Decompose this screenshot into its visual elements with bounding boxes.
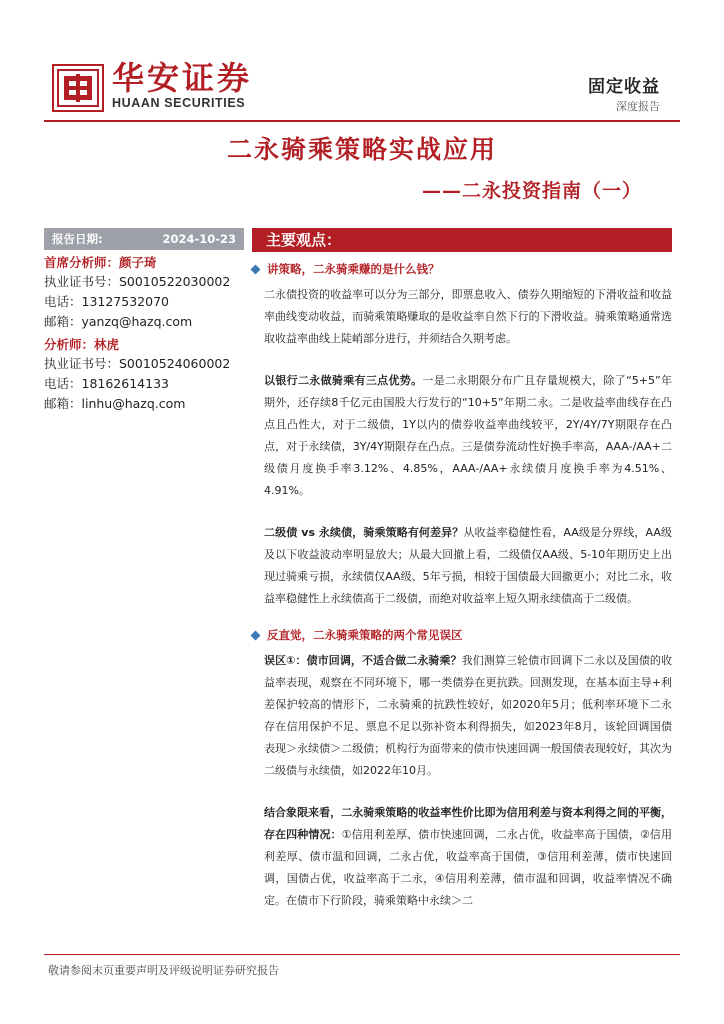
paragraph-body: 一是二永期限分布广且存量规模大，除了“5+5”年期外，还存续8千亿元由国股大行发行的“10+5”年期二永。二是收益率曲线存在凸点且凸性大，对于二级债，1Y以内的债券收益率曲线较平，2Y/4Y/7Y期限存在凸点，对于永续债，3Y/4Y期限存在凸点。三是债券流动性好换手率高，AAA-/AA+二级债月度换手率3.12%、4.85%，AAA-/AA+永续债月度换手率为4.51%、4.91%。 xyxy=(264,374,672,497)
brand-name-en: HUAAN SECURITIES xyxy=(112,96,246,110)
analyst-email[interactable]: 邮箱：linhu@hazq.com xyxy=(44,396,186,411)
report-date-value: 2024-10-23 xyxy=(162,232,236,246)
paragraph-body: 从收益率稳健性看，AA级是分界线，AA级及以下收益波动率明显放大；从最大回撤上看，二级债仅AA级、5-10年期历史上出现过骑乘亏损，永续债仅AA级、5年亏损，相较于国债最大回撤更小；对比二永，收益率稳健性上永续债高于二级债，而绝对收益率上短久期永续债高于二级债。 xyxy=(264,526,672,605)
analyst-phone: 电话：18162614133 xyxy=(44,376,169,391)
report-title: 二永骑乘策略实战应用 xyxy=(226,135,497,164)
bullet-heading-text: 反直觉，二永骑乘策略的两个常见误区 xyxy=(267,628,463,642)
header-divider xyxy=(44,120,680,122)
bullet-heading xyxy=(252,260,672,278)
diamond-bullet-icon xyxy=(251,264,261,274)
analyst-cert: 执业证书号：S0010524060002 xyxy=(44,356,231,371)
analyst-sidebar xyxy=(44,228,244,414)
paragraph-lead: 结合象限来看，二永骑乘策略的收益率性价比即为信用利差与资本利得之间的平衡，存在四种情况： xyxy=(264,806,672,841)
paragraph: 二永债投资的收益率可以分为三部分，即票息收入、债券久期缩短的下滑收益和收益率曲线变动收益，而骑乘策略赚取的是收益率自然下行的下滑收益。骑乘策略通常选取收益率曲线上陡峭部分进行，并须结合久期考虑。 xyxy=(264,288,672,345)
report-date-label: 报告日期: xyxy=(52,232,103,246)
chief-analyst-email[interactable]: 邮箱：yanzq@hazq.com xyxy=(44,314,193,329)
main-content xyxy=(252,228,672,912)
bullet-heading xyxy=(252,626,672,644)
diamond-bullet-icon xyxy=(251,630,261,640)
report-category: 固定收益 xyxy=(588,77,660,97)
chief-analyst-phone: 电话：13127532070 xyxy=(44,294,169,309)
report-type: 深度报告 xyxy=(616,100,660,113)
bullet-heading-text: 讲策略，二永骑乘赚的是什么钱？ xyxy=(267,262,440,276)
section-title-bar: 主要观点： xyxy=(252,228,672,252)
brand-name-cn: 华安证券 xyxy=(112,59,253,97)
paragraph xyxy=(252,370,672,502)
report-subtitle: ——二永投资指南（一） xyxy=(421,180,642,202)
paragraph xyxy=(252,650,672,782)
analyst-name: 分析师：林虎 xyxy=(44,337,120,352)
paragraph-lead: 二级债 vs 永续债，骑乘策略有何差异？ xyxy=(264,526,464,539)
huaan-logo-icon xyxy=(52,64,104,112)
chief-analyst-cert: 执业证书号：S0010522030002 xyxy=(44,274,231,289)
report-date-bar xyxy=(44,228,244,250)
chief-analyst-name: 首席分析师：颜子琦 xyxy=(44,255,157,270)
paragraph xyxy=(252,522,672,610)
paragraph-lead: 误区①：债市回调，不适合做二永骑乘？ xyxy=(264,654,462,667)
footer-disclaimer: 敬请参阅末页重要声明及评级说明证券研究报告 xyxy=(48,964,279,977)
paragraph-body: ①信用利差厚、债市快速回调，二永占优，收益率高于国债，②信用利差厚、债市温和回调，二永占优，收益率高于国债，③信用利差薄，债市快速回调，国债占优，收益率高于二永，④信用利差薄，债市温和回调，收益率情况不确定。在债市下行阶段，骑乘策略中永续＞二 xyxy=(264,828,672,907)
paragraph-body: 我们测算三轮债市回调下二永以及国债的收益率表现，观察在不同环境下，哪一类债券在更抗跌。回测发现，在基本面主导+利差保护较高的情形下，二永骑乘的抗跌性较好，如2020年5月；低利率环境下二永存在信用保护不足、票息不足以弥补资本利得损失，如2023年8月，该轮回调国债表现＞永续债＞二级债；机构行为面带来的债市快速回调一般国债表现较好，其次为二级债与永续债，如2022年10月。 xyxy=(264,654,672,777)
paragraph xyxy=(252,802,672,912)
paragraph-lead: 以银行二永做骑乘有三点优势。 xyxy=(264,374,423,387)
footer-divider xyxy=(44,954,680,955)
